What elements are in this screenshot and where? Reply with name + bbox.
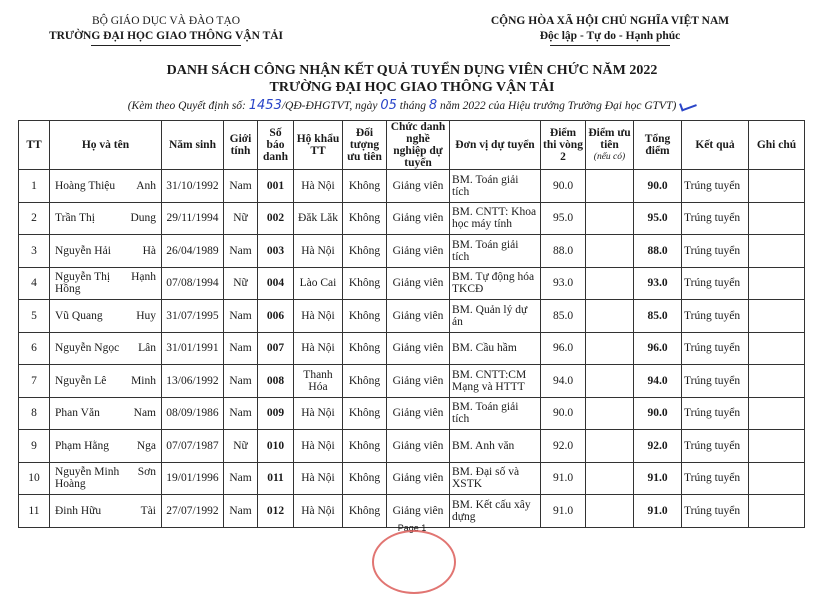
full-name: [52, 440, 159, 452]
university-name: TRƯỜNG ĐẠI HỌC GIAO THÔNG VẬN TẢI: [48, 30, 284, 42]
cell-sbd: 004: [258, 267, 294, 300]
cell-total: 90.0: [634, 170, 682, 203]
cell-sbd: 003: [258, 235, 294, 268]
cell-result: Trúng tuyển: [682, 462, 749, 495]
ref-text-d: năm 2022 của Hiệu trưởng Trường Đại học GTVT): [437, 100, 677, 112]
cell-result: Trúng tuyển: [682, 267, 749, 300]
cell-bonus: [586, 170, 634, 203]
cell-residence: Hà Nội: [294, 462, 343, 495]
cell-residence: Hà Nội: [294, 300, 343, 333]
header-tt: TT: [19, 121, 50, 170]
full-name: [52, 407, 159, 419]
cell-position: Giảng viên: [387, 300, 450, 333]
cell-score2: 91.0: [541, 462, 586, 495]
cell-sbd: 006: [258, 300, 294, 333]
cell-dob: 27/07/1992: [162, 495, 224, 528]
cell-residence: Đăk Lăk: [294, 202, 343, 235]
table-row: [19, 235, 805, 268]
cell-note: [749, 202, 805, 235]
cell-dob: 31/10/1992: [162, 170, 224, 203]
cell-bonus: [586, 462, 634, 495]
decision-reference: [0, 98, 824, 113]
decision-day: 05: [380, 98, 397, 113]
cell-total: 85.0: [634, 300, 682, 333]
cell-tt: 3: [19, 235, 50, 268]
cell-score2: 88.0: [541, 235, 586, 268]
cell-score2: 90.0: [541, 170, 586, 203]
cell-residence: Hà Nội: [294, 495, 343, 528]
cell-score2: 85.0: [541, 300, 586, 333]
last-middle-name: Trần Thị: [55, 212, 95, 225]
cell-priority: Không: [343, 332, 387, 365]
cell-unit: BM. Đại số và XSTK: [450, 462, 541, 495]
cell-gender: Nữ: [224, 267, 258, 300]
divider: [91, 45, 241, 46]
cell-gender: Nam: [224, 235, 258, 268]
cell-tt: 5: [19, 300, 50, 333]
cell-bonus: [586, 235, 634, 268]
cell-priority: Không: [343, 462, 387, 495]
cell-unit: BM. Tự động hóa TKCĐ: [450, 267, 541, 300]
cell-total: 91.0: [634, 495, 682, 528]
cell-total: 93.0: [634, 267, 682, 300]
cell-tt: 8: [19, 397, 50, 430]
cell-unit: BM. Toán giải tích: [450, 170, 541, 203]
divider: [550, 45, 670, 46]
header-bonus: [586, 121, 634, 170]
cell-residence: Lào Cai: [294, 267, 343, 300]
cell-name: [50, 170, 162, 203]
header-total: Tổng điểm: [634, 121, 682, 170]
full-name: [52, 245, 159, 257]
first-name: Hạnh: [131, 271, 156, 284]
cell-sbd: 002: [258, 202, 294, 235]
cell-gender: Nữ: [224, 202, 258, 235]
cell-dob: 29/11/1994: [162, 202, 224, 235]
cell-total: 88.0: [634, 235, 682, 268]
document-title: [0, 62, 824, 96]
cell-position: Giảng viên: [387, 267, 450, 300]
decision-number: 1453: [248, 98, 282, 113]
last-middle-name: Phan Văn: [55, 407, 100, 420]
cell-unit: BM. Kết cấu xây dựng: [450, 495, 541, 528]
last-middle-name: Nguyễn Thị Hồng: [55, 271, 111, 296]
national-title: CỘNG HÒA XÃ HỘI CHỦ NGHĨA VIỆT NAM: [490, 15, 730, 27]
cell-gender: Nam: [224, 462, 258, 495]
cell-result: Trúng tuyển: [682, 365, 749, 398]
table-row: [19, 170, 805, 203]
first-name: Tài: [140, 504, 156, 517]
cell-tt: 10: [19, 462, 50, 495]
cell-score2: 94.0: [541, 365, 586, 398]
cell-score2: 93.0: [541, 267, 586, 300]
cell-unit: BM. CNTT:CM Mạng và HTTT: [450, 365, 541, 398]
cell-bonus: [586, 430, 634, 463]
table-row: [19, 267, 805, 300]
header-residence: Hộ khẩu TT: [294, 121, 343, 170]
national-header: [470, 14, 750, 46]
cell-result: Trúng tuyển: [682, 300, 749, 333]
header-note: Ghi chú: [749, 121, 805, 170]
cell-total: 91.0: [634, 462, 682, 495]
cell-tt: 9: [19, 430, 50, 463]
cell-score2: 92.0: [541, 430, 586, 463]
cell-bonus: [586, 267, 634, 300]
table-header-row: [19, 121, 805, 170]
full-name: [52, 505, 159, 517]
header-dob: Năm sinh: [162, 121, 224, 170]
header-score2: Điểm thi vòng 2: [541, 121, 586, 170]
cell-position: Giảng viên: [387, 430, 450, 463]
cell-name: [50, 332, 162, 365]
cell-result: Trúng tuyển: [682, 235, 749, 268]
cell-position: Giảng viên: [387, 202, 450, 235]
cell-dob: 26/04/1989: [162, 235, 224, 268]
cell-unit: BM. Toán giải tích: [450, 397, 541, 430]
header-priority: Đối tượng ưu tiên: [343, 121, 387, 170]
full-name: [52, 212, 159, 224]
header-sbd: Số báo danh: [258, 121, 294, 170]
cell-result: Trúng tuyển: [682, 430, 749, 463]
ref-text-c: tháng: [396, 100, 429, 112]
cell-result: Trúng tuyển: [682, 202, 749, 235]
cell-residence: Hà Nội: [294, 397, 343, 430]
cell-priority: Không: [343, 202, 387, 235]
cell-residence: Hà Nội: [294, 430, 343, 463]
full-name: [52, 375, 159, 387]
cell-name: [50, 462, 162, 495]
cell-position: Giảng viên: [387, 170, 450, 203]
cell-tt: 6: [19, 332, 50, 365]
cell-position: Giảng viên: [387, 332, 450, 365]
cell-bonus: [586, 300, 634, 333]
header-unit: Đơn vị dự tuyển: [450, 121, 541, 170]
cell-position: Giảng viên: [387, 495, 450, 528]
cell-sbd: 011: [258, 462, 294, 495]
cell-bonus: [586, 397, 634, 430]
cell-note: [749, 462, 805, 495]
table-row: [19, 332, 805, 365]
last-middle-name: Vũ Quang: [55, 309, 103, 322]
official-seal-stamp: [372, 530, 456, 594]
cell-unit: BM. Anh văn: [450, 430, 541, 463]
cell-gender: Nam: [224, 495, 258, 528]
first-name: Nga: [136, 439, 156, 452]
cell-note: [749, 170, 805, 203]
cell-total: 94.0: [634, 365, 682, 398]
cell-result: Trúng tuyển: [682, 170, 749, 203]
cell-dob: 07/08/1994: [162, 267, 224, 300]
cell-unit: BM. Toán giải tích: [450, 235, 541, 268]
table-row: [19, 462, 805, 495]
cell-residence: Hà Nội: [294, 170, 343, 203]
cell-gender: Nam: [224, 170, 258, 203]
ref-text-a: (Kèm theo Quyết định số:: [127, 100, 249, 112]
last-middle-name: Hoàng Thiệu: [55, 179, 116, 192]
cell-unit: BM. Cầu hầm: [450, 332, 541, 365]
first-name: Huy: [136, 309, 156, 322]
cell-priority: Không: [343, 170, 387, 203]
cell-result: Trúng tuyển: [682, 495, 749, 528]
cell-total: 92.0: [634, 430, 682, 463]
last-middle-name: Đinh Hữu: [55, 504, 102, 517]
cell-sbd: 007: [258, 332, 294, 365]
table-row: [19, 365, 805, 398]
cell-note: [749, 300, 805, 333]
cell-result: Trúng tuyển: [682, 332, 749, 365]
cell-position: Giảng viên: [387, 365, 450, 398]
last-middle-name: Phạm Hằng: [55, 439, 109, 452]
full-name: [52, 310, 159, 322]
cell-position: Giảng viên: [387, 462, 450, 495]
cell-position: Giảng viên: [387, 397, 450, 430]
cell-gender: Nam: [224, 300, 258, 333]
header-bonus-label: Điểm ưu tiên: [588, 127, 631, 151]
cell-note: [749, 430, 805, 463]
issuer-header: [46, 14, 286, 46]
cell-total: 95.0: [634, 202, 682, 235]
page-number: Page 1: [397, 523, 427, 533]
full-name: [52, 342, 159, 354]
header-result: Kết quả: [682, 121, 749, 170]
first-name: Lân: [138, 342, 156, 355]
cell-bonus: [586, 332, 634, 365]
cell-dob: 31/01/1991: [162, 332, 224, 365]
cell-sbd: 010: [258, 430, 294, 463]
table-row: [19, 300, 805, 333]
cell-gender: Nam: [224, 332, 258, 365]
cell-priority: Không: [343, 495, 387, 528]
cell-sbd: 009: [258, 397, 294, 430]
cell-score2: 96.0: [541, 332, 586, 365]
header-gender: Giới tính: [224, 121, 258, 170]
cell-note: [749, 235, 805, 268]
header-position: Chức danh nghề nghiệp dự tuyển: [387, 121, 450, 170]
cell-note: [749, 332, 805, 365]
cell-dob: 07/07/1987: [162, 430, 224, 463]
cell-total: 96.0: [634, 332, 682, 365]
cell-residence: Hà Nội: [294, 235, 343, 268]
cell-priority: Không: [343, 235, 387, 268]
decision-month: 8: [428, 98, 438, 113]
cell-dob: 08/09/1986: [162, 397, 224, 430]
first-name: Minh: [131, 374, 156, 387]
cell-name: [50, 397, 162, 430]
cell-priority: Không: [343, 300, 387, 333]
cell-name: [50, 365, 162, 398]
cell-gender: Nam: [224, 397, 258, 430]
last-middle-name: Nguyễn Minh Hoàng: [55, 466, 120, 491]
cell-sbd: 008: [258, 365, 294, 398]
cell-name: [50, 430, 162, 463]
cell-name: [50, 300, 162, 333]
checkmark-icon: [679, 99, 697, 112]
header-bonus-note: (nếu có): [593, 152, 626, 162]
cell-name: [50, 202, 162, 235]
cell-tt: 11: [19, 495, 50, 528]
cell-bonus: [586, 365, 634, 398]
cell-priority: Không: [343, 430, 387, 463]
first-name: Dung: [130, 212, 156, 225]
cell-tt: 4: [19, 267, 50, 300]
cell-dob: 31/07/1995: [162, 300, 224, 333]
cell-name: [50, 267, 162, 300]
cell-residence: Hà Nội: [294, 332, 343, 365]
cell-unit: BM. Quản lý dự án: [450, 300, 541, 333]
title-line-2: TRƯỜNG ĐẠI HỌC GIAO THÔNG VẬN TẢI: [269, 80, 555, 95]
cell-bonus: [586, 202, 634, 235]
last-middle-name: Nguyễn Hải: [55, 244, 111, 257]
table-row: [19, 202, 805, 235]
title-line-1: DANH SÁCH CÔNG NHẬN KẾT QUẢ TUYỂN DỤNG VIÊN CHỨC NĂM 2022: [166, 63, 658, 78]
cell-score2: 91.0: [541, 495, 586, 528]
cell-unit: BM. CNTT: Khoa học máy tính: [450, 202, 541, 235]
full-name: [52, 180, 159, 192]
cell-position: Giảng viên: [387, 235, 450, 268]
cell-tt: 1: [19, 170, 50, 203]
first-name: Sơn: [137, 466, 156, 479]
cell-score2: 95.0: [541, 202, 586, 235]
first-name: Hà: [142, 244, 156, 257]
table-row: [19, 397, 805, 430]
cell-name: [50, 235, 162, 268]
cell-note: [749, 267, 805, 300]
first-name: Anh: [136, 179, 156, 192]
cell-gender: Nam: [224, 365, 258, 398]
cell-score2: 90.0: [541, 397, 586, 430]
full-name: [52, 466, 159, 490]
ref-text-b: /QĐ-ĐHGTVT, ngày: [281, 100, 381, 112]
cell-gender: Nữ: [224, 430, 258, 463]
last-middle-name: Nguyễn Lê: [55, 374, 107, 387]
table-row: [19, 430, 805, 463]
last-middle-name: Nguyễn Ngọc: [55, 342, 120, 355]
ministry-name: BỘ GIÁO DỤC VÀ ĐÀO TẠO: [91, 15, 241, 27]
cell-note: [749, 397, 805, 430]
cell-priority: Không: [343, 365, 387, 398]
cell-sbd: 012: [258, 495, 294, 528]
cell-note: [749, 365, 805, 398]
cell-total: 90.0: [634, 397, 682, 430]
cell-priority: Không: [343, 397, 387, 430]
cell-residence: Thanh Hóa: [294, 365, 343, 398]
first-name: Nam: [133, 407, 156, 420]
cell-dob: 13/06/1992: [162, 365, 224, 398]
cell-result: Trúng tuyển: [682, 397, 749, 430]
cell-dob: 19/01/1996: [162, 462, 224, 495]
header-name: Họ và tên: [50, 121, 162, 170]
results-table: [18, 120, 805, 528]
cell-sbd: 001: [258, 170, 294, 203]
cell-tt: 2: [19, 202, 50, 235]
cell-priority: Không: [343, 267, 387, 300]
national-motto: Độc lập - Tự do - Hạnh phúc: [539, 30, 681, 42]
full-name: [52, 271, 159, 295]
cell-tt: 7: [19, 365, 50, 398]
